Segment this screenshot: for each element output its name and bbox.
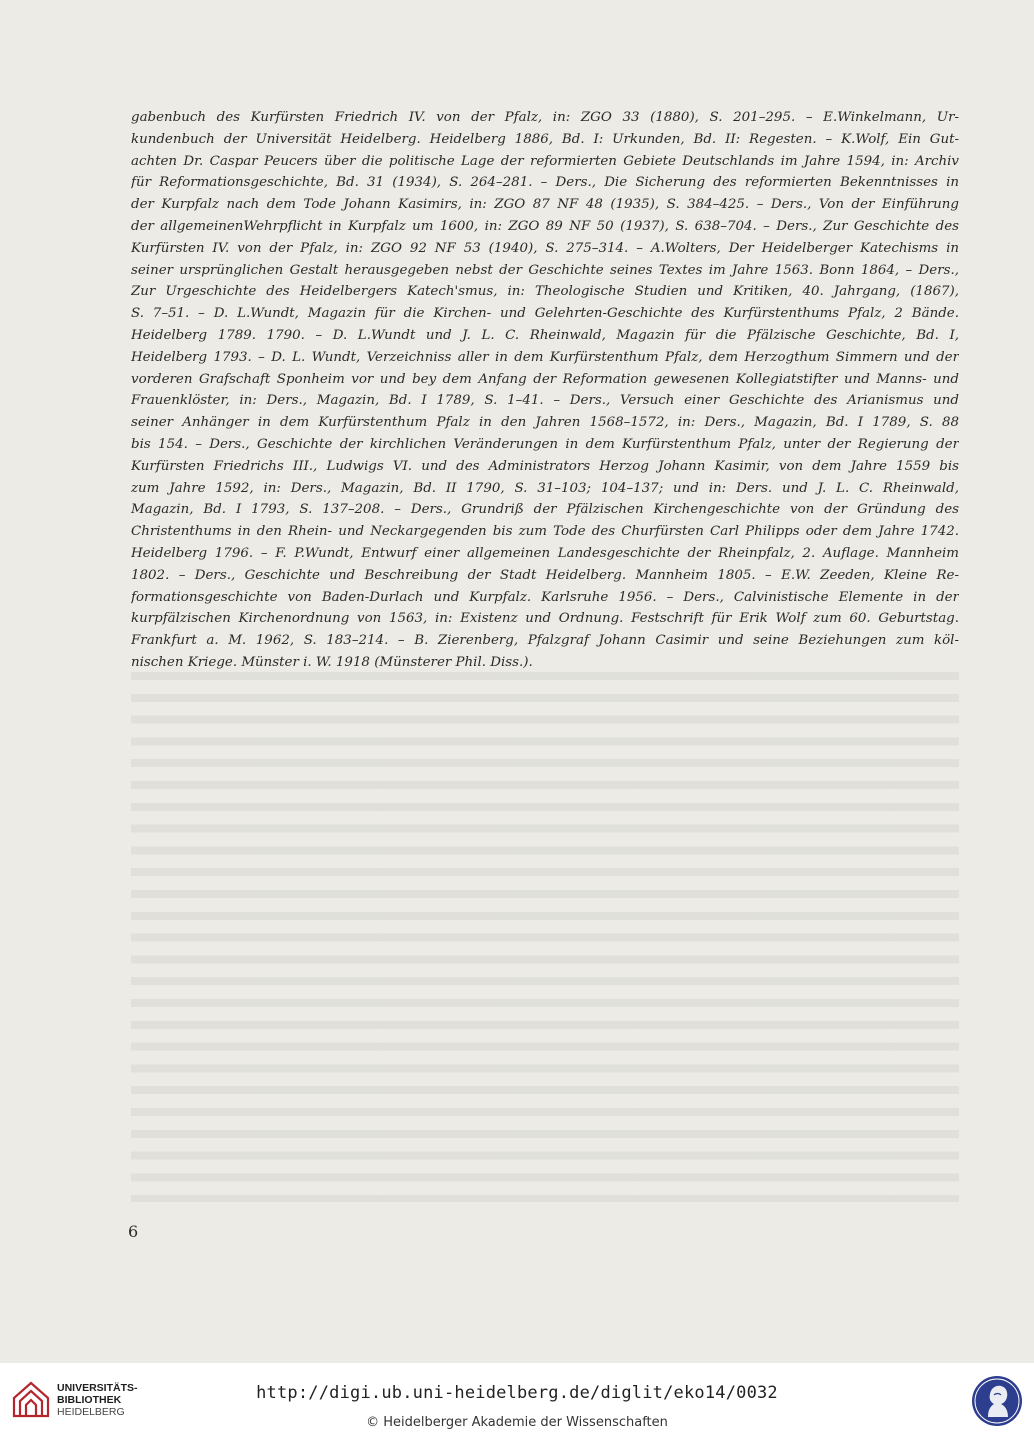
- text-line: Christenthums in den Rhein- und Neckargegenden bis zum Tode des Churfürsten Carl Philipps oder dem Jahre 1742.: [131, 524, 959, 540]
- text-line: kundenbuch der Universität Heidelberg. Heidelberg 1886, Bd. I: Urkunden, Bd. II: Regesten. – K.Wolf, Ein Gut-: [131, 131, 959, 147]
- text-line: Zur Urgeschichte des Heidelbergers Katech'smus, in: Theologische Studien und Kritiken, 40. Jahrgang, (1867),: [131, 284, 959, 300]
- text-line: seiner Anhänger in dem Kurfürstenthum Pfalz in den Jahren 1568–1572, in: Ders., Magazin, Bd. I 1789, S. 88: [131, 415, 959, 431]
- text-line: Frankfurt a. M. 1962, S. 183–214. – B. Zierenberg, Pfalzgraf Johann Casimir und seine Beziehungen zum köl-: [131, 633, 959, 649]
- viewer-footer: [0, 1363, 1034, 1443]
- text-line: Kurfürsten Friedrichs III., Ludwigs VI. und des Administrators Herzog Johann Kasimir, von dem Jahre 1559 bis: [131, 458, 959, 474]
- text-line: S. 7–51. – D. L.Wundt, Magazin für die Kirchen- und Gelehrten-Geschichte des Kurfürstenthums Pfalz, 2 Bände.: [131, 306, 959, 322]
- text-line: kurpfälzischen Kirchenordnung von 1563, in: Existenz und Ordnung. Festschrift für Erik Wolf zum 60. Geburtstag.: [131, 611, 959, 627]
- bleed-through-shadow: [131, 672, 959, 1202]
- text-line: der Kurpfalz nach dem Tode Johann Kasimirs, in: ZGO 87 NF 48 (1935), S. 384–425. – Ders., Von der Einführung: [131, 197, 959, 213]
- text-line: seiner ursprünglichen Gestalt herausgegeben nebst der Geschichte seines Textes im Jahre 1563. Bonn 1864, – Ders.,: [131, 262, 959, 278]
- text-line: zum Jahre 1592, in: Ders., Magazin, Bd. II 1790, S. 31–103; 104–137; und in: Ders. und J. L. C. Rheinwald,: [131, 480, 959, 496]
- text-line: nischen Kriege. Münster i. W. 1918 (Münsterer Phil. Diss.).: [131, 654, 533, 670]
- text-line: Frauenklöster, in: Ders., Magazin, Bd. I 1789, S. 1–41. – Ders., Versuch einer Geschichte des Arianismus und: [131, 393, 959, 409]
- page-number: 6: [128, 1222, 139, 1241]
- text-line: formationsgeschichte von Baden-Durlach und Kurpfalz. Karlsruhe 1956. – Ders., Calvinistische Elemente in der: [131, 589, 959, 605]
- text-line: Kurfürsten IV. von der Pfalz, in: ZGO 92 NF 53 (1940), S. 275–314. – A.Wolters, Der Heidelberger Katechisms in: [131, 240, 959, 256]
- text-line: Heidelberg 1793. – D. L. Wundt, Verzeichniss aller in dem Kurfürstenthum Pfalz, dem Herzogthum Simmern und der: [131, 349, 959, 365]
- academy-seal-icon[interactable]: [970, 1373, 1024, 1429]
- library-name-line2: BIBLIOTHEK: [57, 1394, 122, 1406]
- library-name-line3: HEIDELBERG: [57, 1406, 125, 1418]
- text-line: Heidelberg 1796. – F. P.Wundt, Entwurf einer allgemeinen Landesgeschichte der Rheinpfalz, 2. Auflage. Mannheim: [131, 545, 959, 561]
- text-line: Heidelberg 1789. 1790. – D. L.Wundt und J. L. C. Rheinwald, Magazin für die Pfälzische Geschichte, Bd. I,: [131, 327, 959, 343]
- text-line: der allgemeinenWehrpflicht in Kurpfalz um 1600, in: ZGO 89 NF 50 (1937), S. 638–704. – Ders., Zur Geschichte des: [131, 218, 959, 234]
- copyright-notice: © Heidelberger Akademie der Wissenschaften: [366, 1415, 668, 1430]
- library-name-line1: UNIVERSITÄTS-: [57, 1382, 138, 1394]
- text-line: 1802. – Ders., Geschichte und Beschreibung der Stadt Heidelberg. Mannheim 1805. – E.W. Zeeden, Kleine Re-: [131, 567, 959, 583]
- text-line: vorderen Grafschaft Sponheim vor und bey dem Anfang der Reformation gewesenen Kollegiatstifter und Manns- und: [131, 371, 959, 387]
- text-line: gabenbuch des Kurfürsten Friedrich IV. von der Pfalz, in: ZGO 33 (1880), S. 201–295. – E.Winkelmann, Ur-: [131, 110, 959, 125]
- text-line: achten Dr. Caspar Peucers über die politische Lage der reformierten Gebiete Deutschlands im Jahre 1594, in: Archiv: [131, 153, 959, 169]
- text-line: bis 154. – Ders., Geschichte der kirchlichen Veränderungen in dem Kurfürstenthum Pfalz, unter der Regierung der: [131, 436, 959, 452]
- text-line: Magazin, Bd. I 1793, S. 137–208. – Ders., Grundriß der Pfälzischen Kirchengeschichte von der Gründung des: [131, 502, 959, 518]
- document-url[interactable]: http://digi.ub.uni-heidelberg.de/diglit/eko14/0032: [256, 1383, 778, 1403]
- text-line: für Reformationsgeschichte, Bd. 31 (1934), S. 264–281. – Ders., Die Sicherung des reformierten Bekenntnisses in: [131, 175, 959, 191]
- bibliography-text: [131, 107, 959, 674]
